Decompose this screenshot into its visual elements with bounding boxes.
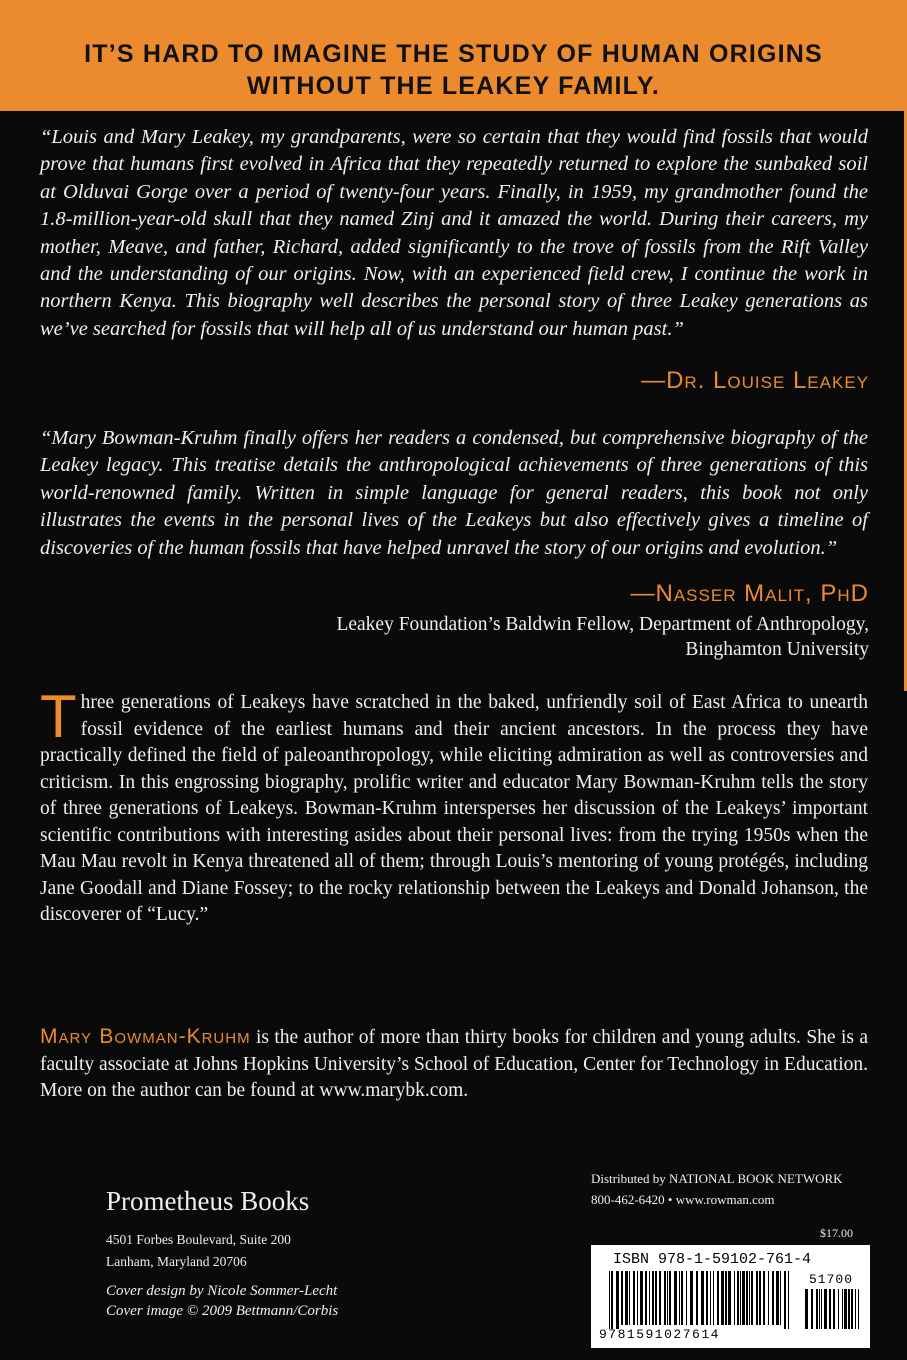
barcode-bar [728, 1271, 731, 1325]
barcode-bar [848, 1289, 850, 1329]
barcode-bar [652, 1271, 654, 1325]
distribution-info [591, 1168, 871, 1210]
barcode-bar [706, 1271, 708, 1325]
barcode-bar [763, 1271, 765, 1325]
drop-cap: T [40, 683, 77, 750]
barcode-bar [625, 1271, 628, 1325]
barcode-bar [759, 1271, 761, 1325]
barcode-bar [819, 1289, 820, 1329]
endorsement-attribution-2: —Nasser Malit, PhD [630, 580, 869, 607]
endorsement-attribution-1: —Dr. Louise Leakey [641, 367, 869, 394]
isbn-barcode [591, 1245, 870, 1348]
barcode-bar [721, 1271, 724, 1325]
barcode-bar [701, 1271, 704, 1325]
endorser-affiliation [336, 612, 869, 662]
banner-line-2: WITHOUT THE LEAKEY FAMILY. [246, 72, 661, 100]
author-bio [40, 1024, 868, 1105]
barcode-bar [858, 1289, 859, 1329]
barcode-bar [696, 1271, 698, 1325]
barcode-bar [649, 1271, 650, 1325]
barcode-bar [621, 1271, 623, 1325]
barcode-bar [713, 1271, 714, 1325]
publisher-address-2: Lanham, Maryland 20706 [106, 1254, 247, 1269]
barcode-bar [717, 1271, 719, 1325]
barcode-bar [679, 1271, 680, 1325]
barcode-bar [842, 1289, 843, 1329]
barcode-bar [829, 1289, 831, 1329]
barcode-bar [686, 1271, 687, 1325]
distributor-line: Distributed by NATIONAL BOOK NETWORK [591, 1171, 843, 1186]
barcode-bar [740, 1271, 741, 1325]
header-banner [0, 0, 907, 111]
barcode-bar [655, 1271, 657, 1325]
barcode-bar [838, 1289, 839, 1329]
barcode-bar [768, 1271, 769, 1325]
barcode-bar [629, 1271, 630, 1325]
publisher-address-1: 4501 Forbes Boulevard, Suite 200 [106, 1232, 291, 1247]
affiliation-line-2: Binghamton University [685, 639, 869, 660]
barcode-bar [784, 1271, 786, 1329]
endorsement-quote-1: “Louis and Mary Leakey, my grandparents, were so certain that they would find fossils that would prove that humans first evolved in Africa that they repeatedly returned to explore the sunbaked soil at Olduvai Gorge over a period of twenty-four years. Finally, in 1959, my grandmother found the 1.8-million-year-old skull that they named Zinj and it amazed the world. During their careers, my mother, Meave, and father, Richard, added significantly to the trove of fossils from the Rift Valley and the understanding of our origins. Now, with an experienced field crew, I continue the work in northern Kenya. This biography well describes the personal story of three Leakey generations as we’ve searched for fossils that will help all of us understand our human past.” [40, 126, 868, 340]
barcode-bar [824, 1289, 827, 1329]
barcode-bar [690, 1271, 693, 1325]
barcode-bar [659, 1271, 661, 1325]
barcode-bar [664, 1271, 666, 1325]
barcode-bar [851, 1289, 853, 1329]
description-text: hree generations of Leakeys have scratched in the baked, unfriendly soil of East Africa to unearth fossil evidence of the earliest humans and their ancient ancestors. In the process they have practically defined the field of paleoanthropology, while eliciting admiration as well as controversies and criticism. In this engrossing biography, prolific writer and educator Mary Bowman-Kruhm tells the story of three generations of Leakeys. Bowman-Kruhm intersperses her discussion of the Leakeys’ important scientific contributions with interesting asides about their personal lives: from the trying 1950s when the Mau Mau revolt in Kenya threatened all of them; through Louis’s mentoring of young protégés, including Jane Goodall and Diane Fossey; to the rocky relationship between the Leakeys and Donald Johanson, the discoverer of “Lucy.” [40, 692, 868, 925]
barcode-bar [737, 1271, 739, 1325]
barcode-bar [821, 1289, 822, 1329]
barcode-bar [746, 1271, 748, 1325]
barcode-bar [742, 1271, 745, 1325]
publisher-name: Prometheus Books [106, 1186, 310, 1216]
barcode-bar [811, 1289, 813, 1329]
barcode-bar [667, 1271, 668, 1325]
barcode-bar [637, 1271, 638, 1325]
barcode-bar [756, 1271, 758, 1325]
barcode-bar [633, 1271, 635, 1325]
barcode-bar [674, 1271, 677, 1325]
endorsement-quote-2: “Mary Bowman-Kruhm finally offers her readers a condensed, but comprehensive biography of the Leakey legacy. This treatise details the anthropological achievements of three generations of this world-renowned family. Written in simple language for general readers, this book not only illustrates the events in the personal lives of the Leakeys but also effectively gives a timeline of discoveries of the human fossils that have helped unravel the story of our origins and evolution.” [40, 427, 868, 559]
barcode-bar [681, 1271, 683, 1325]
barcode-bar [772, 1271, 774, 1325]
barcode-bar [609, 1271, 610, 1329]
cover-design-credit: Cover design by Nicole Sommer-Lecht [106, 1283, 338, 1299]
barcode-bar [669, 1271, 671, 1325]
price-label: $17.00 [820, 1226, 853, 1240]
affiliation-line-1: Leakey Foundation’s Baldwin Fellow, Department of Anthropology, [336, 614, 869, 635]
barcode-bar [805, 1289, 808, 1329]
barcode-bar [710, 1271, 711, 1325]
book-description [40, 683, 868, 929]
publisher-block [106, 1186, 366, 1321]
barcode-bar [776, 1271, 779, 1325]
barcode-bar [816, 1289, 818, 1329]
barcode-bar [734, 1271, 735, 1325]
cover-image-credit: Cover image © 2009 Bettmann/Corbis [106, 1303, 339, 1319]
barcode-bar [645, 1271, 647, 1325]
barcode-bar [611, 1271, 613, 1329]
isbn-number: ISBN 978-1-59102-761-4 [613, 1251, 812, 1268]
banner-line-1: IT’S HARD TO IMAGINE THE STUDY OF HUMAN ORIGINS [84, 40, 823, 68]
barcode-bar [725, 1271, 727, 1325]
barcode-bar [749, 1271, 750, 1325]
barcode-addon-digits: 51700 [809, 1272, 854, 1287]
author-bio-text: is the author of more than thirty books for children and young adults. She is a faculty associate at Johns Hopkins University’s School of Education, Center for Technology in Education. More on the author can be found at www.marybk.com. [40, 1027, 869, 1101]
barcode-bar [616, 1271, 619, 1329]
barcode-bar [780, 1271, 781, 1325]
author-name: Mary Bowman-Kruhm [40, 1025, 251, 1048]
barcode-bar [833, 1289, 835, 1329]
distributor-contact: 800-462-6420 • www.rowman.com [591, 1192, 775, 1207]
barcode-bar [855, 1289, 856, 1329]
barcode-digits: 9781591027614 [599, 1327, 720, 1342]
barcode-bar [640, 1271, 643, 1325]
barcode-bar [788, 1271, 789, 1329]
barcode-bar [751, 1271, 753, 1325]
barcode-bar [844, 1289, 847, 1329]
